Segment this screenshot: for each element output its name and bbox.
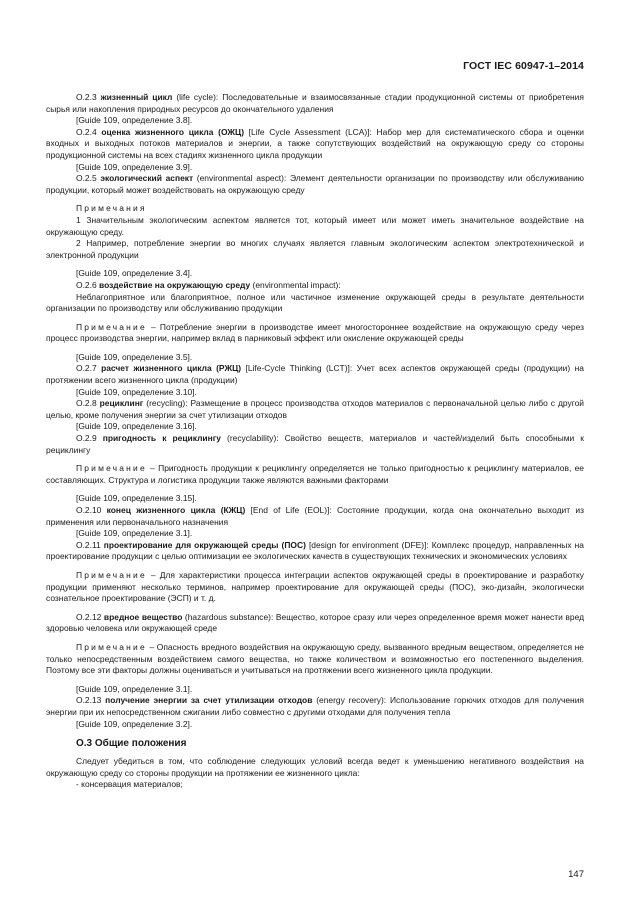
reference: [Guide 109, определение 3.10]. bbox=[76, 386, 197, 397]
note: Примечание – Для характеристики процесса интеграции аспектов окружающей среды в проектирование и разработку продукции применяют несколько терминов, например проектирование для окружающей среды (ПОС), эко-дизайн, экологически сознательное проектирование (ЭСП) и т. д. bbox=[46, 569, 584, 604]
reference: [Guide 109, определение 3.16]. bbox=[76, 421, 197, 432]
document-header: ГОСТ IEC 60947-1–2014 bbox=[463, 60, 584, 72]
note: Примечание – Потребление энергии в производстве имеет многостороннее воздействие на окружающую среду через процесс производства энергии, например вклад в парниковый эффект или окисление окружающей среды bbox=[46, 321, 584, 344]
reference: [Guide 109, определение 3.9]. bbox=[76, 161, 193, 172]
definition-o-2-3: О.2.3 жизненный цикл (life cycle): Последовательные и взаимосвязанные стадии продукционной системы от приобретения сырья или накопления природных ресурсов до окончательного удаления bbox=[46, 92, 584, 114]
definition-o-2-4: О.2.4 оценка жизненного цикла (ОЖЦ) [Life Cycle Assessment (LCA)]: Набор мер для систематического сбора и оценки входных и выходных потоков материалов и энергии, а также сопутствующих воздействий на окружающую среду со стороны продукционной системы на всех стадиях жизненного цикла продукции bbox=[46, 126, 584, 160]
term: проектирование для окружающей среды (ПОС) bbox=[103, 539, 306, 550]
note: Примечание – Опасность вредного воздействия на окружающую среду, вызванного вредным веществом, определяется не только непосредственным воздействием самого вещества, но также количеством и возможностью его постепенного выделения. Поэтому все эти факторы должны оцениваться и учитываться на протяжении всего жизненного цикла продукции. bbox=[46, 641, 584, 676]
definition-o-2-12: О.2.12 вредное вещество (hazardous substance): Вещество, которое сразу или через определенное время может нанести вред здоровью человека или окружающей среде bbox=[46, 611, 584, 634]
definition-o-2-10: О.2.10 конец жизненного цикла (КЖЦ) [End of Life (EOL)]: Состояние продукции, когда она окончательно выходит из применения или первоначального назначения bbox=[46, 505, 584, 527]
definition-o-2-11: О.2.11 проектирование для окружающей среды (ПОС) [design for environment (DFE)]: Комплекс процедур, направленных на проектирование продукции с целью оптимизации ее экологических качеств в существующих технических и экономических условиях bbox=[46, 539, 584, 562]
notes-title: Примечания bbox=[76, 203, 147, 214]
note: 2 Например, потребление энергии во многих случаях является главным экологическим аспектом электротехнической и электронной продукции bbox=[46, 238, 584, 260]
reference: [Guide 109, определение 3.1]. bbox=[76, 683, 193, 694]
reference: [Guide 109, определение 3.1]. bbox=[76, 528, 193, 539]
definition-o-2-13: О.2.13 получение энергии за счет утилизации отходов (energy recovery): Использование горючих отходов для получения энергии при их непосредственном сжигании либо совместно с другими отходами для получения тепла bbox=[46, 695, 584, 717]
reference: [Guide 109, определение 3.15]. bbox=[76, 493, 197, 504]
term: вредное вещество bbox=[103, 611, 183, 622]
reference: [Guide 109, определение 3.5]. bbox=[76, 351, 193, 362]
definition-o-2-5: О.2.5 экологический аспект (environmental aspect): Элемент деятельности организации по производству или обслуживанию продукции, который может воздействовать на окружающую среду bbox=[46, 173, 584, 195]
reference: [Guide 109, определение 3.2]. bbox=[76, 718, 193, 729]
note: Примечание – Пригодность продукции к рециклингу определяется не только пригодностью к рециклингу материалов, ее составляющих. Структура и логистика продукции также являются важными факторами bbox=[46, 463, 584, 485]
reference: [Guide 109, определение 3.8]. bbox=[76, 115, 193, 126]
note: 1 Значительным экологическим аспектом является тот, который имеет или может иметь значительное воздействие на окружающую среду. bbox=[46, 214, 584, 237]
list-item: - консервация материалов; bbox=[76, 779, 183, 790]
definition-body: Неблагоприятное или благоприятное, полное или частичное изменение окружающей среды в результате деятельности организации по производству или обслуживанию продукции bbox=[46, 291, 584, 314]
term: экологический аспект bbox=[100, 173, 194, 184]
term: жизненный цикл bbox=[100, 92, 173, 102]
term: оценка жизненного цикла (ОЖЦ) bbox=[101, 126, 244, 137]
term: конец жизненного цикла (КЖЦ) bbox=[106, 505, 246, 515]
section-intro: Следует убедиться в том, что соблюдение следующих условий всегда ведет к уменьшению негативного воздействия на окружающую среду со стороны продукции на протяжении ее жизненного цикла: bbox=[46, 756, 584, 778]
term: пригодность к рециклингу bbox=[102, 433, 221, 444]
term: расчет жизненного цикла (РЖЦ) bbox=[101, 363, 242, 374]
term: рециклинг bbox=[99, 398, 144, 409]
definition-o-2-6: О.2.6 воздействие на окружающую среду (environmental impact): bbox=[76, 279, 341, 290]
term: получение энергии за счет утилизации отходов bbox=[105, 695, 313, 706]
section-heading: О.3 Общие положения bbox=[76, 738, 187, 750]
term: воздействие на окружающую среду bbox=[99, 279, 251, 290]
page-number: 147 bbox=[568, 869, 584, 880]
document-body bbox=[46, 92, 584, 791]
definition-o-2-8: О.2.8 рециклинг (recycling): Размещение в процесс производства отходов материалов с первоначальной целью либо с другой целью, кроме получения энергии за счет утилизации отходов bbox=[46, 398, 584, 420]
reference: [Guide 109, определение 3.4]. bbox=[76, 268, 193, 279]
definition-o-2-7: О.2.7 расчет жизненного цикла (РЖЦ) [Life-Cycle Thinking (LCT)]: Учет всех аспектов окружающей среды (продукции) на протяжении всего жизненного цикла (продукции) bbox=[46, 363, 584, 386]
definition-o-2-9: О.2.9 пригодность к рециклингу (recyclability): Свойство веществ, материалов и частей/изделий быть способными к рециклингу bbox=[46, 433, 584, 455]
